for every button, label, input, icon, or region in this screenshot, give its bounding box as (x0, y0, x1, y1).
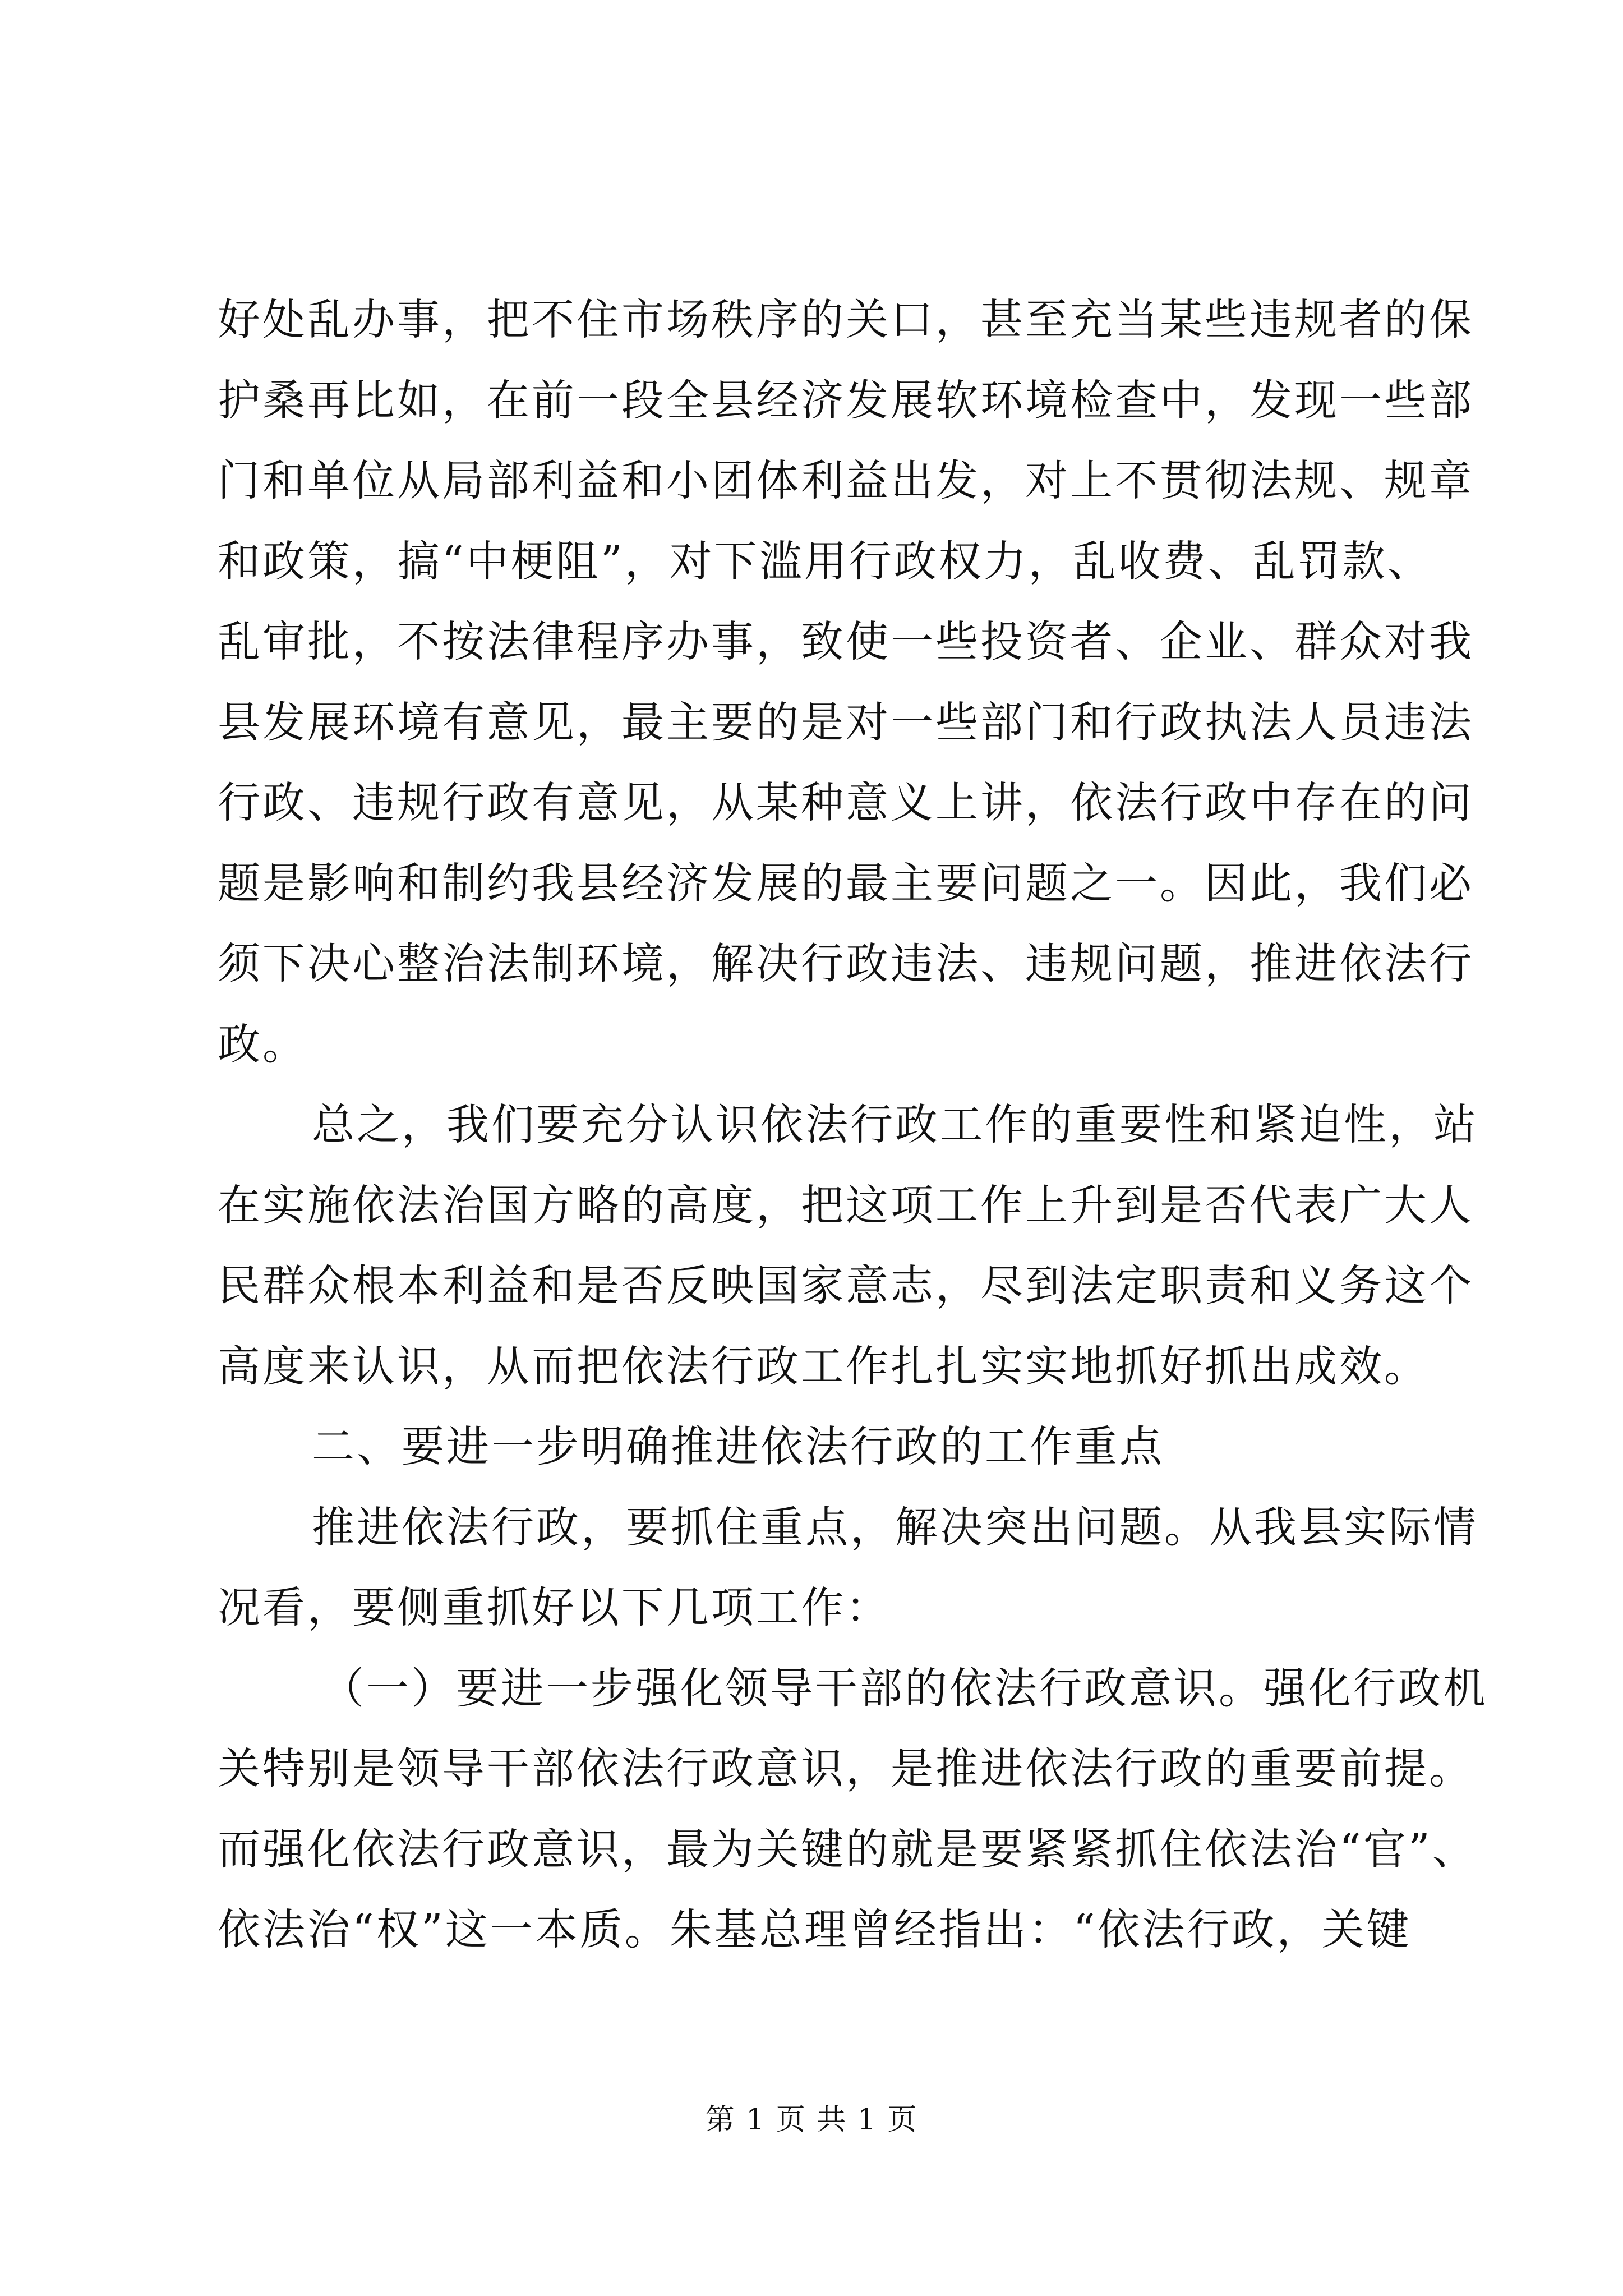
paragraph-first-line: 推进依法行政，要抓住重点，解决突出问题。从我县实际情 (312, 1502, 1478, 1552)
text-line: 依法治“权”这一本质。朱基总理曾经指出：“依法行政，关键 (218, 1904, 1412, 1954)
text-line: 县发展环境有意见，最主要的是对一些部门和行政执法人员违法 (218, 697, 1474, 747)
text-line: 和政策，搞“中梗阻”，对下滥用行政权力，乱收费、乱罚款、 (218, 536, 1432, 586)
text-line: 好处乱办事，把不住市场秩序的关口，甚至充当某些违规者的保 (218, 295, 1474, 344)
paragraph-first-line: 总之，我们要充分认识依法行政工作的重要性和紧迫性，站 (312, 1099, 1478, 1149)
text-line: 而强化依法行政意识，最为关键的就是要紧紧抓住依法治“官”、 (218, 1824, 1477, 1874)
section-heading: 二、要进一步明确推进依法行政的工作重点 (312, 1421, 1164, 1471)
text-line: 在实施依法治国方略的高度，把这项工作上升到是否代表广大人 (218, 1180, 1474, 1230)
page-number-label: 第 1 页 共 1 页 (705, 2103, 918, 2137)
document-body (218, 279, 1488, 1970)
text-line: 题是影响和制约我县经济发展的最主要问题之一。因此，我们必 (218, 858, 1474, 908)
text-line: 门和单位从局部利益和小团体利益出发，对上不贯彻法规、规章 (218, 455, 1474, 505)
text-line: 行政、违规行政有意见，从某种意义上讲，依法行政中存在的问 (218, 777, 1474, 827)
text-line: 护桑再比如，在前一段全县经济发展软环境检查中，发现一些部 (218, 375, 1474, 425)
page-footer (0, 2100, 1623, 2139)
subsection-first-line: （一）要进一步强化领导干部的依法行政意识。强化行政机 (321, 1663, 1488, 1713)
text-line: 高度来认识，从而把依法行政工作扎扎实实地抓好抓出成效。 (218, 1341, 1429, 1391)
text-line: 关特别是领导干部依法行政意识，是推进依法行政的重要前提。 (218, 1743, 1474, 1793)
text-line: 况看，要侧重抓好以下几项工作： (218, 1582, 891, 1632)
text-line: 民群众根本利益和是否反映国家意志，尽到法定职责和义务这个 (218, 1260, 1474, 1310)
text-line: 须下决心整治法制环境，解决行政违法、违规问题，推进依法行 (218, 938, 1474, 988)
text-line: 乱审批，不按法律程序办事，致使一些投资者、企业、群众对我 (218, 616, 1474, 666)
text-line: 政。 (218, 1019, 307, 1069)
